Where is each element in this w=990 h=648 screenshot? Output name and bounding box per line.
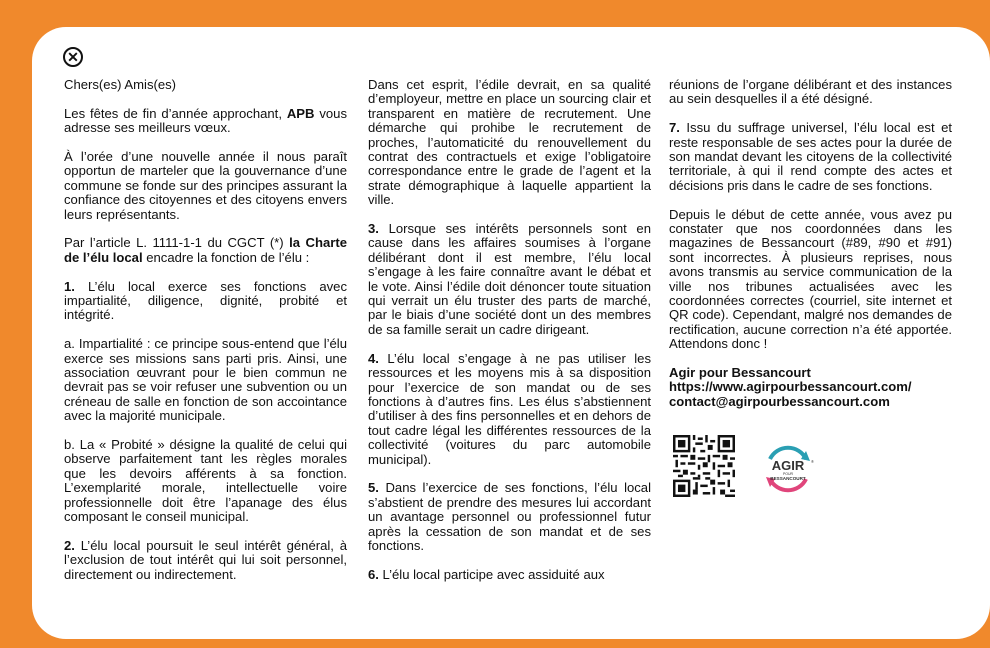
paragraph: 3. Lorsque ses intérêts personnels sont en cause dans les affaires soumises à l’organe délibérant dont il est membre, l’élu local s’engage à les faire connaître avant le débat et le vote. Ainsi l’édile doit dénoncer toute situation qui verrait un élu truster des parts de marché, par le biais d’une société dont un des membres de sa famille serait un cadre dirigeant. <box>368 221 651 337</box>
qr-code-icon <box>673 435 735 497</box>
paragraph: réunions de l’organe délibérant et des instances au sein desquelles il a été désigné. <box>669 77 952 107</box>
paragraph: Dans cet esprit, l’édile devrait, en sa qualité d’employeur, mettre en place un sourcing clair et transparent en matière de recrutement. Une démarche qui prohibe le recrutement de proches, l’automaticité du renouvellement du contrat des contractuels et exige l’obligatoire correspondance entre le grade de l’agent et la strate démographique à laquelle appartient la ville. <box>368 77 651 208</box>
paragraph: À l’orée d’une nouvelle année il nous paraît opportun de marteler que la gouvernance d’une commune se fonde sur des principes assurant la confiance des citoyennes et des citoyens envers leurs représentants. <box>64 149 347 222</box>
email-link[interactable]: contact@agirpourbessancourt.com <box>669 393 890 409</box>
logo-subtext: BESSANCOURT <box>770 476 806 482</box>
agir-pour-bessancourt-logo <box>758 437 818 499</box>
signature-name: Agir pour Bessancourt <box>669 365 811 381</box>
logo-pour: POUR <box>782 472 794 477</box>
paragraph: 5. Dans l’exercice de ses fonctions, l’élu local s’abstient de prendre des mesures lui accordant un avantage personnel ou professionnel futur après la cessation de son mandat et de ses fonctions. <box>368 480 651 553</box>
website-link[interactable]: https://www.agirpourbessancourt.com/ <box>669 379 912 395</box>
paragraph: Depuis le début de cette année, vous avez pu constater que nos coordonnées dans les magazines de Bessancourt (#89, #90 et #91) sont incorrectes. À plusieurs reprises, nous avons transmis au service communication de la ville nos tribunes actualisées avec les coordonnées correctes (courriel, site internet et QR code). Cependant, malgré nos demandes de rectification, aucune correction n’a été apportée. Attendons donc ! <box>669 206 952 352</box>
paragraph: 2. L’élu local poursuit le seul intérêt général, à l’exclusion de tout intérêt qui lui soit personnel, directement ou indirectement. <box>64 537 347 582</box>
logo-sup: ® <box>811 459 814 465</box>
paragraph: Les fêtes de fin d’année approchant, APB vous adresse ses meilleurs vœux. <box>64 105 348 136</box>
paragraph: 1. L’élu local exerce ses fonctions avec impartialité, diligence, dignité, probité et intégrité. <box>64 278 347 323</box>
column-2 <box>368 78 651 597</box>
paragraph: Par l’article L. 1111-1-1 du CGCT (*) la Charte de l’élu local encadre la fonction de l’élu : <box>64 235 347 265</box>
paragraph: 7. Issu du suffrage universel, l’élu local est et reste responsable de ses actes pour la durée de son mandat devant les citoyens de la collectivité territoriale, à qui il rend compte des actes et décisions pris dans le cadre de ses fonctions. <box>669 120 952 193</box>
close-icon[interactable]: ✕ <box>63 47 83 67</box>
greeting: Chers(es) Amis(es) <box>64 77 177 92</box>
logos <box>669 435 952 505</box>
column-1 <box>64 78 347 597</box>
signature <box>669 366 952 409</box>
paragraph: a. Impartialité : ce principe sous-entend que l’élu exerce ses missions sans parti pris. Ainsi, une association œuvrant pour le bien commun ne devrait pas se voir refuser une subvention ou un créneau de salle en fonction de son accointance avec la majorité municipale. <box>64 336 347 424</box>
paragraph: 6. L’élu local participe avec assiduité aux <box>368 566 605 582</box>
logo-text: AGIR <box>771 458 805 474</box>
paragraph: 4. L’élu local s’engage à ne pas utiliser les ressources et les moyens mis à sa disposition pour l’exercice de son mandat ou de ses fonctions à d’autres fins. Les élus s’abstiennent d’utiliser à des fins personnelles et en dehors de tout cadre légal les différentes ressources de la collectivité (voitures du parc automobile municipal). <box>368 350 651 467</box>
column-3 <box>669 78 952 505</box>
paragraph: b. La « Probité » désigne la qualité de celui qui observe parfaitement tant les règles morales que les devoirs afférents à sa fonction. L’exemplarité morale, intellectuelle voire professionnelle doit être l’apanage des élus composant le conseil municipal. <box>64 437 347 525</box>
